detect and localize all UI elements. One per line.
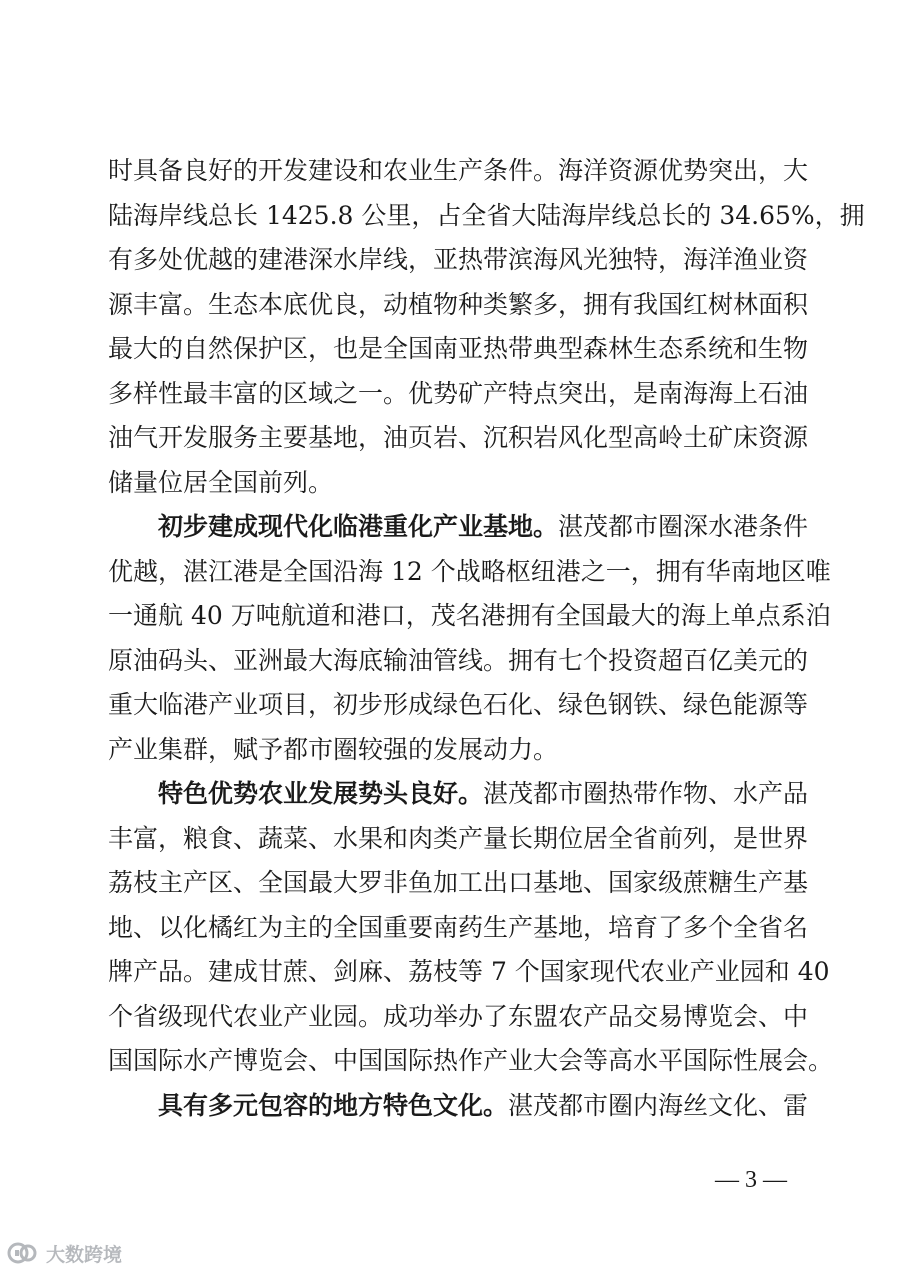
text-line: 多样性最丰富的区域之一。优势矿产特点突出，是南海海上石油	[108, 378, 809, 408]
text-line: 重大临港产业项目，初步形成绿色石化、绿色钢铁、绿色能源等	[108, 690, 809, 719]
text-line: 产业集群，赋予都市圈较强的发展动力。	[108, 734, 559, 764]
watermark-logo-icon	[6, 1240, 40, 1266]
watermark	[6, 1238, 122, 1268]
text-line: 一通航 40 万吨航道和港口，茂名港拥有全国最大的海上单点系泊	[108, 601, 831, 630]
body-text	[108, 149, 865, 1128]
text-line: 个省级现代农业产业园。成功举办了东盟农产品交易博览会、中	[108, 1001, 809, 1031]
text-line: 丰富，粮食、蔬菜、水果和肉类产量长期位居全省前列，是世界	[108, 823, 809, 853]
paragraph-heading: 具有多元包容的地方特色文化。	[158, 1090, 509, 1120]
paragraph-heading: 特色优势农业发展势头良好。	[158, 779, 484, 808]
text-line: 牌产品。建成甘蔗、剑麻、荔枝等 7 个国家现代农业产业园和 40	[108, 957, 830, 986]
paragraph-heading: 初步建成现代化临港重化产业基地。	[158, 512, 559, 541]
paragraph-start	[108, 505, 809, 550]
text-line: 源丰富。生态本底优良，动植物种类繁多，拥有我国红树林面积	[108, 289, 809, 319]
paragraph-text: 湛茂都市圈深水港条件	[558, 512, 809, 541]
text-line: 地、以化橘红为主的全国重要南药生产基地，培育了多个全省名	[108, 912, 809, 942]
text-line: 优越，湛江港是全国沿海 12 个战略枢纽港之一，拥有华南地区唯	[108, 556, 831, 586]
text-line: 荔枝主产区、全国最大罗非鱼加工出口基地、国家级蔗糖生产基	[108, 868, 809, 897]
text-line: 时具备良好的开发建设和农业生产条件。海洋资源优势突出，大	[108, 156, 809, 185]
text-line: 有多处优越的建港深水岸线，亚热带滨海风光独特，海洋渔业资	[108, 245, 809, 274]
text-line: 油气开发服务主要基地，油页岩、沉积岩风化型高岭土矿床资源	[108, 423, 809, 452]
text-line: 原油码头、亚洲最大海底输油管线。拥有七个投资超百亿美元的	[108, 645, 809, 675]
watermark-text: 大数跨境	[46, 1243, 123, 1266]
text-line: 最大的自然保护区，也是全国南亚热带典型森林生态系统和生物	[108, 334, 809, 363]
paragraph-text: 湛茂都市圈热带作物、水产品	[483, 779, 809, 808]
text-line: 陆海岸线总长 1425.8 公里，占全省大陆海岸线总长的 34.65%，拥	[108, 200, 865, 230]
paragraph-start	[108, 1084, 809, 1129]
page-number: — 3 —	[715, 1167, 787, 1193]
text-line: 储量位居全国前列。	[108, 467, 334, 497]
paragraph-start	[108, 772, 809, 817]
paragraph-text: 湛茂都市圈内海丝文化、雷	[508, 1090, 809, 1120]
text-line: 国国际水产博览会、中国国际热作产业大会等高水平国际性展会。	[108, 1046, 834, 1075]
